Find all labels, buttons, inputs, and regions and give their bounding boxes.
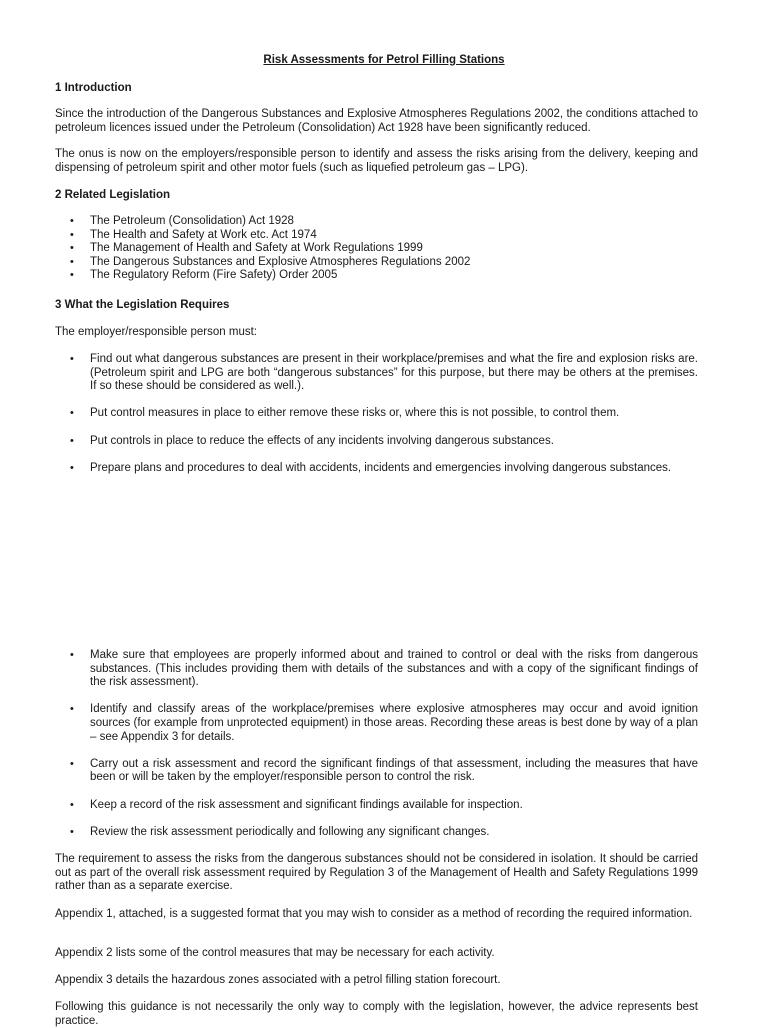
- appendix-2-paragraph: Appendix 2 lists some of the control measures that may be necessary for each activity.: [55, 947, 495, 959]
- guidance-paragraph: Following this guidance is not necessarily the only way to comply with the legislation, however, the advice represents best practice.: [55, 1001, 698, 1027]
- list-item-text: Put controls in place to reduce the effects of any incidents involving dangerous substances.: [90, 434, 554, 447]
- list-item: [55, 353, 698, 394]
- list-item-text: The Dangerous Substances and Explosive Atmospheres Regulations 2002: [90, 255, 471, 268]
- section-3-heading: 3 What the Legislation Requires: [55, 299, 230, 311]
- list-item-text: Identify and classify areas of the workplace/premises where explosive atmospheres may occur and avoid ignition sources (for example from unprotected equipment) in those areas. Recording these areas is best done by way of a plan – see Appendix 3 for details.: [90, 703, 698, 743]
- list-item: [55, 799, 698, 813]
- requirements-list-b: [55, 649, 698, 853]
- list-item-text: Keep a record of the risk assessment and significant findings available for inspection.: [90, 798, 523, 811]
- list-item-text: Prepare plans and procedures to deal with accidents, incidents and emergencies involving dangerous substances.: [90, 461, 672, 474]
- list-item-text: Review the risk assessment periodically and following any significant changes.: [90, 825, 490, 838]
- bullet-icon: •: [70, 353, 74, 365]
- bullet-icon: •: [70, 407, 74, 420]
- bullet-icon: •: [70, 461, 74, 474]
- list-item: [55, 407, 698, 421]
- bullet-icon: •: [70, 269, 74, 282]
- section-1-heading: 1 Introduction: [55, 82, 132, 94]
- requirements-intro: The employer/responsible person must:: [55, 326, 257, 338]
- list-item: [55, 229, 698, 243]
- bullet-icon: •: [70, 228, 74, 241]
- bullet-icon: •: [70, 242, 74, 255]
- bullet-icon: •: [70, 703, 74, 716]
- list-item: [55, 462, 698, 476]
- list-item-text: The Petroleum (Consolidation) Act 1928: [90, 215, 294, 227]
- bullet-icon: •: [70, 649, 74, 661]
- bullet-icon: •: [70, 215, 74, 227]
- list-item-text: The Management of Health and Safety at Work Regulations 1999: [90, 242, 423, 255]
- requirement-paragraph: The requirement to assess the risks from the dangerous substances should not be considered in isolation. It should be carried out as part of the overall risk assessment required by Regulation 3 of the Management of Health and Safety Regulations 1999 rather than as a separate exercise.: [55, 853, 698, 893]
- list-item: [55, 215, 698, 229]
- list-item: [55, 703, 698, 744]
- list-item: [55, 649, 698, 690]
- intro-paragraph-2: The onus is now on the employers/responsible person to identify and assess the risks arising from the delivery, keeping and dispensing of petroleum spirit and other motor fuels (such as liquefied petroleum gas – LPG).: [55, 148, 698, 174]
- list-item-text: The Health and Safety at Work etc. Act 1974: [90, 228, 317, 241]
- intro-paragraph-1: Since the introduction of the Dangerous Substances and Explosive Atmospheres Regulations 2002, the conditions attached to petroleum licences issued under the Petroleum (Consolidation) Act 1928 have been significantly reduced.: [55, 108, 698, 134]
- list-item: [55, 242, 698, 256]
- list-item: [55, 826, 698, 840]
- bullet-icon: •: [70, 757, 74, 770]
- list-item-text: Carry out a risk assessment and record the significant findings of that assessment, including the measures that have been or will be taken by the employer/responsible person to control the risk.: [90, 757, 698, 784]
- list-item-text: The Regulatory Reform (Fire Safety) Order 2005: [90, 269, 338, 282]
- bullet-icon: •: [70, 825, 74, 838]
- list-item-text: Make sure that employees are properly informed about and trained to control or deal with the risks from dangerous substances. (This includes providing them with details of the substances and with a copy of the significant findings of the risk assessment).: [90, 649, 698, 689]
- list-item-text: Find out what dangerous substances are present in their workplace/premises and what the fire and explosion risks are. (Petroleum spirit and LPG are both “dangerous substances” for this purpose, but there may be others at the premises. If so these should be considered as well.).: [90, 353, 698, 393]
- bullet-icon: •: [70, 798, 74, 811]
- appendix-3-paragraph: Appendix 3 details the hazardous zones associated with a petrol filling station forecourt.: [55, 974, 501, 986]
- bullet-icon: •: [70, 255, 74, 268]
- list-item: [55, 758, 698, 785]
- list-item: [55, 435, 698, 449]
- requirements-list-a: [55, 353, 698, 489]
- list-item: [55, 269, 698, 283]
- list-item-text: Put control measures in place to either remove these risks or, where this is not possible, to control them.: [90, 407, 620, 420]
- document-title: Risk Assessments for Petrol Filling Stations: [263, 54, 505, 66]
- section-2-heading: 2 Related Legislation: [55, 189, 171, 201]
- legislation-list: [55, 215, 698, 283]
- appendix-1-paragraph: Appendix 1, attached, is a suggested format that you may wish to consider as a method of recording the required information.: [55, 908, 693, 920]
- list-item: [55, 256, 698, 270]
- bullet-icon: •: [70, 434, 74, 447]
